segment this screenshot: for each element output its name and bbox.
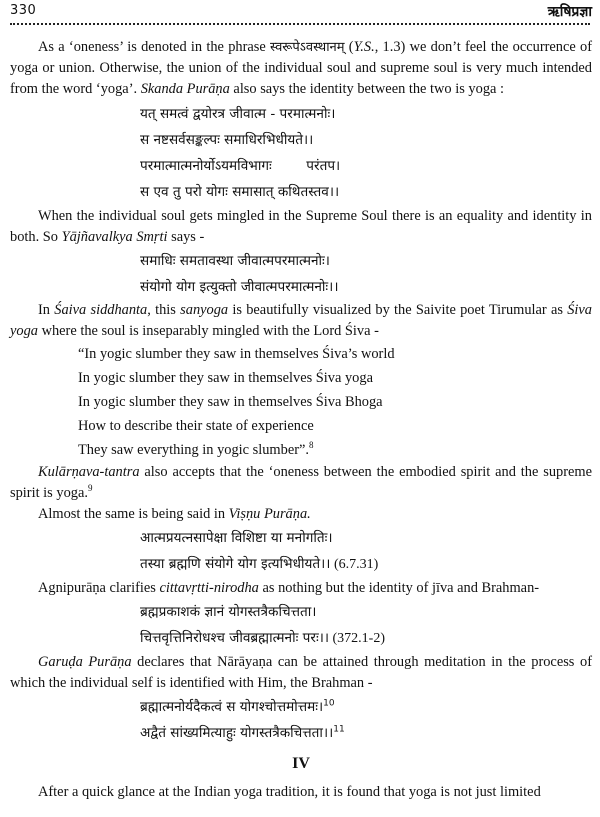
sanskrit-verse-5 <box>10 694 592 746</box>
sanskrit-verse-3 <box>10 525 592 578</box>
verse-text: तस्या ब्रह्मणि संयोगे योग इत्यभिधीयते।। <box>140 556 331 572</box>
text-span: also accepts that the ‘oneness between the embodied spirit and the supreme spirit is yoga. <box>10 464 592 501</box>
text-span: ( <box>344 39 354 55</box>
text-title: Garuḍa Purāṇa <box>38 654 132 670</box>
paragraph-1 <box>10 37 592 100</box>
header-rule <box>10 23 590 27</box>
footnote-ref: 10 <box>323 698 335 709</box>
text-title: Yājñavalkya Smṛti <box>61 229 168 245</box>
verse-reference: (372.1-2) <box>329 631 386 646</box>
text-span: declares that Nārāyaṇa can be attained through meditation in the process of which the individual self is identified with Him, the Brahman - <box>10 654 593 691</box>
text-span: As a ‘oneness’ is denoted in the phrase <box>38 39 271 55</box>
sanskrit-verse-1 <box>10 100 592 206</box>
italic-term: Śiva yoga <box>10 302 592 339</box>
text-span: In <box>38 302 55 318</box>
verse-line: आत्मप्रयत्नसापेक्षा विशिष्टा या मनोगतिः। <box>140 530 333 546</box>
text-span: says - <box>167 229 205 245</box>
italic-term: Śaiva siddhanta <box>54 302 148 318</box>
citation: Y.S. <box>353 39 375 55</box>
italic-term: sanyoga <box>180 302 229 318</box>
text-span: as nothing but the identity of jīva and Brahman- <box>258 580 540 596</box>
page-number: 330 <box>10 3 37 18</box>
verse-line <box>140 551 592 578</box>
page-body <box>10 37 592 803</box>
verse-line: यत् समत्वं द्वयोरत्र जीवात्म - परमात्मनोः। <box>140 106 336 122</box>
text-title: Kulārṇava-tantra <box>38 464 140 480</box>
text-span: When the individual soul gets mingled in the Supreme Soul there is an equality and identity in both. So <box>10 208 592 245</box>
paragraph-3 <box>10 300 592 342</box>
text-span: Agnipurāṇa clarifies <box>38 580 160 596</box>
text-span: where the soul is inseparably mingled with the Lord Śiva - <box>37 323 379 339</box>
verse-reference: (6.7.31) <box>330 557 379 572</box>
verse-line: स एव तु परो योगः समासात् कथितस्तव।। <box>140 184 340 200</box>
text-title: Skanda Purāṇa <box>140 81 230 97</box>
text-title: Viṣṇu Purāṇa. <box>228 506 311 522</box>
verse-line: परमात्मात्मनोर्योऽयमविभागः परंतप। <box>140 158 341 174</box>
footnote-ref: 8 <box>309 440 314 451</box>
verse-line <box>140 625 592 652</box>
italic-term: cittavṛtti-nirodha <box>159 580 259 596</box>
verse-text: चित्तवृत्तिनिरोधश्च जीवब्रह्मात्मनोः परः।। <box>140 630 330 646</box>
text-span: Almost the same is being said in <box>38 506 229 522</box>
quote-line: In yogic slumber they saw in themselves Śiva yoga <box>78 370 373 386</box>
paragraph-5 <box>10 504 592 525</box>
poem-quote <box>10 342 592 462</box>
quote-line-text: They saw everything in yogic slumber”. <box>78 442 309 458</box>
paragraph-6 <box>10 578 592 599</box>
paragraph-8: After a quick glance at the Indian yoga tradition, it is found that yoga is not just limited <box>38 784 541 800</box>
verse-line: स नष्टसर्वसङ्कल्पः समाधिरभिधीयते।। <box>140 132 314 148</box>
verse-line <box>140 720 592 746</box>
verse-text: अद्वैतं सांख्यमित्याहुः योगस्तत्रैकचित्तता।। <box>140 725 334 741</box>
text-span: also says the identity between the two is yoga : <box>229 81 504 97</box>
quote-line: In yogic slumber they saw in themselves Śiva Bhoga <box>78 394 383 410</box>
verse-line <box>140 694 592 720</box>
paragraph-4 <box>10 462 592 504</box>
footnote-ref: 11 <box>333 724 345 735</box>
verse-line: संयोगो योग इत्युक्तो जीवात्मपरमात्मनोः।। <box>140 279 339 295</box>
paragraph-2 <box>10 206 592 248</box>
footnote-ref: 9 <box>87 483 93 494</box>
running-title: ऋषिप्रज्ञा <box>547 4 592 20</box>
verse-line: समाधिः समतावस्था जीवात्मपरमात्मनोः। <box>140 253 330 269</box>
verse-line: ब्रह्मप्रकाशकं ज्ञानं योगस्तत्रैकचित्तता। <box>140 604 317 620</box>
quote-line: “In yogic slumber they saw in themselves Śiva’s world <box>78 346 395 362</box>
devanagari-phrase: स्वरूपेऽवस्थानम् <box>270 40 345 55</box>
section-heading: IV <box>292 755 310 772</box>
quote-line: How to describe their state of experience <box>78 418 314 434</box>
sanskrit-verse-2 <box>10 248 592 300</box>
text-span: , 1.3) we don’t feel the occurrence of yoga or union. Otherwise, the union of the individual soul and supreme soul is very much intended from the word ‘yoga’. <box>10 39 593 97</box>
sanskrit-verse-4 <box>10 599 592 652</box>
paragraph-7 <box>10 652 592 694</box>
verse-text: ब्रह्मात्मनोर्यदैकत्वं स योगश्चोत्तमोत्तमः। <box>140 699 324 715</box>
quote-line <box>78 438 592 462</box>
text-span: , this <box>147 302 181 318</box>
text-span: is beautifully visualized by the Saivite poet Tirumular as <box>228 302 568 318</box>
